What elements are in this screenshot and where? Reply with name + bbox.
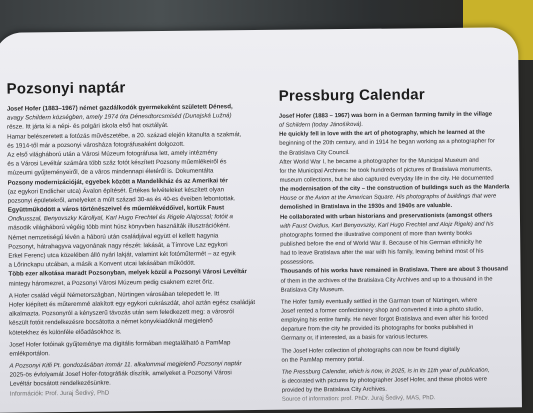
en-line: photographs formed the illustrative component of more than twenty books: [280, 230, 473, 239]
english-title: Pressburg Calendar: [278, 86, 425, 105]
hu-line: A Hofer család végül Németországban, Nürtingen városában telepedett le. Itt: [8, 290, 220, 300]
hungarian-title: Pozsonyi naptár: [6, 79, 126, 98]
en-line: of Schildern (today Jánošíková).: [278, 122, 364, 129]
en-line: is decorated with pictures by photographer Josef Hofer, and these photos were: [281, 376, 488, 385]
en-line: possessions.: [280, 259, 315, 267]
hu-line: emlékportálon.: [9, 350, 51, 358]
hu-line: Josef Hofer fotóinak gyűjteménye ma digitális formában megtalálható a PamMap: [9, 338, 231, 349]
en-line: employing his entire family. He never forgot Bratislava and even after his forced: [281, 315, 488, 324]
en-line: museum collections, but he also captured everyday life in the city. He documented: [279, 175, 494, 184]
en-line: The Hofer family eventually settled in the Garman town of Nürtingen, where: [280, 297, 478, 306]
hu-line: a Lőrinckapu utcában, a másik a Konvent utcai lakásában működött.: [8, 259, 196, 269]
hu-line: Erkel Ferenc) utca közelében álló nyári lakját, valamint két fotóműtermét – az egyik: [8, 250, 236, 260]
hu-line: és 1914-től már a pozsonyi városháza fotográfusaként dolgozott.: [7, 140, 185, 150]
en-line: of them in the archives of the Bratislava City Archives and up to a thousand in the: [280, 276, 493, 285]
en-line: The Pressburg Calendar, which is now, in 2025, is in its 11th year of publication,: [281, 367, 490, 376]
hu-line: mintegy háromezret, a Pozsonyi Városi Múzeum pedig csaknem ezret őriz.: [8, 278, 214, 288]
calendar-page: [0, 27, 522, 412]
en-line: with Faust Ovidius, Karl Benyovszky, Karl Hugo Frechtel and Alojz Rigele) and his: [280, 221, 494, 230]
en-line: Josef Hofer (1883 – 1967) was born in a German farming family in the village: [278, 111, 493, 120]
hu-line: Együttműködött a város történészeivel és műemlékvédőivel, kortük Faust: [7, 204, 225, 214]
hu-line: Hofer kiépített és műteremmé alakított egy egykori cukrászdát, ahol aztán egész családját: [8, 298, 256, 309]
en-line: had to leave Bratislava after the war with his family, leaving behind most of his: [280, 248, 484, 257]
en-line: provided by the Bratislava City Archives.: [281, 386, 387, 394]
hu-line: kötetekhez és különféle előadásokhoz is.: [9, 327, 122, 337]
en-line: beginning of the 20th century, and in 1914 he began working as a photographer for: [279, 138, 495, 148]
en-line: published before the end of World War II. Because of his German ethnicity he: [280, 239, 482, 248]
en-line: departure from the city he provided its photographs for books published in: [281, 324, 474, 333]
hu-line: múzeumi gyűjteményeiről, de a város mindennapi életéről is. Dokumentálta: [7, 167, 214, 177]
en-line: on the PamMap memory portal.: [281, 356, 365, 364]
hu-line: Ondkusszal, Benyovszky Károllyal, Karl Hugo Frechtel és Rigele Alajossal; fotóit a: [7, 213, 234, 223]
hu-line: Levéltár bocsátott rendelkezésünkre.: [9, 379, 111, 389]
en-line: After World War I, he became a photographer for the Municipal Museum and: [279, 157, 479, 166]
hu-line: készült fotóit rendelkezésre bocsátotta a német könyvkiadóknál megjelenő: [9, 317, 213, 327]
hu-source: Információk: Prof. Juraj Šedivý, PhD: [9, 389, 110, 398]
en-line: the Bratislava City Council.: [279, 149, 350, 157]
en-line: the modernisation of the city – the construction of buildings such as the Manderla: [279, 184, 510, 193]
en-source: Source of information: prof. PhDr. Juraj Šedivý, MAS, PhD.: [281, 395, 436, 403]
hu-line: pozsonyi épületekről, amelyeket a múlt század 30-as és 40-es éveiben lebontottak.: [7, 195, 236, 205]
en-line: Thousands of his works have remained in Bratislava. There are about 3 thousand: [280, 266, 509, 276]
en-line: He quickly fell in love with the art of photography, which he learned at the: [279, 129, 485, 139]
hu-line: Pozsonyt, hátrahagyva vagyonának nagy részét: lakását, a Tímrove Laz egykori: [8, 241, 228, 251]
hungarian-column: [7, 78, 268, 399]
hu-line: Pozsony modernizációját, egyebek között a Mandelíkház és az Amerikai tér: [7, 176, 228, 187]
hu-line: A Pozsonyi Kifli Pt. gondozásában immár 11. alkalommal megjelenő Pozsonyi naptár: [9, 360, 242, 370]
hu-line: Hamar belészeretett a fotózás művészetébe, a 20. század elején kitanulta a szakmát,: [7, 130, 242, 141]
hu-line: alkalmazta. Pozsonyról a kényszerű távozás után sem feledkezett meg: a városról: [8, 308, 234, 318]
en-line: Bratislava City Museum.: [280, 286, 345, 294]
hu-line: 2025-ös évfolyamát Josef Hofer-fotográfiák díszítik, amelyeket a Pozsonyi Városi: [9, 369, 232, 379]
hu-line: második világháború végéig több mint húsz könyvben használták illusztrációként.: [8, 222, 231, 233]
en-line: House or the Avion at the American Square. His photographs of buildings that were: [279, 193, 497, 203]
hu-line: Josef Hofer (1883–1967) német gazdálkodók gyermekeként született Dénesd,: [6, 103, 233, 113]
hu-line: Az első világháború után a Városi Múzeum fotográfusa lett, amely intézmény: [7, 149, 218, 159]
hu-line: avagy Schildern községben, amely 1974 óta Dénesdtorcsmiséd (Dunajská Lužná): [6, 112, 232, 122]
hu-line: és a Városi Levéltár számára több száz fotót készített Pozsony műemlékeiről és: [7, 158, 227, 168]
en-line: The Josef Hofer collection of photographs can now be found digitally: [281, 346, 460, 355]
hu-line: Több ezer alkotása maradt Pozsonyban, melyek közül a Pozsonyi Városi Levéltár: [8, 268, 247, 278]
en-line: Josef rented a former confectionery shop and converted it into a photo studio,: [280, 306, 484, 315]
en-line: for the Municipal Archives: he took hundreds of pictures of Bratislava monuments,: [279, 166, 493, 175]
english-column: [279, 85, 514, 405]
hu-line: Német nemzetiségű lévén a háború után családjával együtt el kellett hagynia: [8, 232, 219, 242]
en-line: demolished in Bratislava in the 1930s and 1940s are valuable.: [279, 203, 453, 212]
en-line: Germany or, if interested, as a basis for various lectures.: [281, 334, 429, 343]
en-line: He collaborated with urban historians and preservationists (amongst others: [279, 212, 493, 221]
hu-line: (az egykori Endlicher utca) Ávalon építését. Értékes felvételeket készített olyan: [7, 186, 225, 196]
hu-line: része. Itt járta ki a népi- és polgári iskola első hat osztályát.: [6, 122, 169, 131]
